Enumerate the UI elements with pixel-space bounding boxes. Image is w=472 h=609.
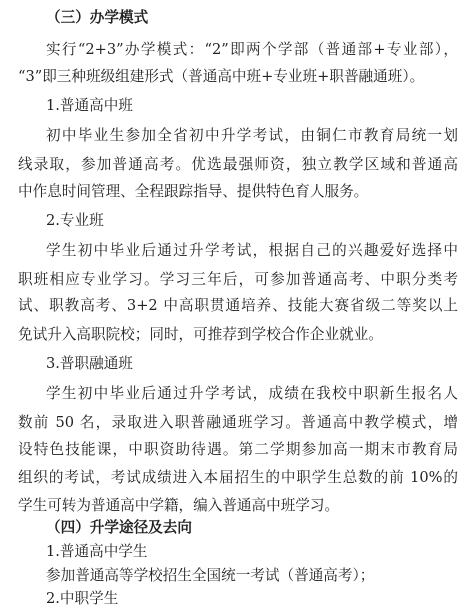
integrated-class-line-5: 学生可转为普通高中学籍，编入普通高中班学习。 xyxy=(18,497,340,514)
integrated-class-line-2: 数前 50 名，录取进入职普融通班学习。普通高中教学模式，增 xyxy=(18,414,458,431)
regular-class-line-1: 初中毕业生参加全省初中升学考试，由铜仁市教育局统一划 xyxy=(46,127,458,144)
section-heading-pathways: （四）升学途径及去向 xyxy=(46,519,192,536)
section-heading-education-mode: （三）办学模式 xyxy=(46,9,149,26)
integrated-class-line-4: 组织的考试，考试成绩进入本届招生的中职学生总数的前 10%的 xyxy=(18,469,458,486)
vocational-class-line-1: 学生初中毕业后通过升学考试，根据自己的兴趣爱好选择中 xyxy=(46,242,458,259)
subheading-regular-class: 1.普通高中班 xyxy=(46,97,133,114)
integrated-class-line-1: 学生初中毕业后通过升学考试，成绩在我校中职新生报名人 xyxy=(46,385,458,402)
vocational-class-line-2: 职班相应专业学习。学习三年后，可参加普通高考、中职分类考 xyxy=(18,271,458,288)
regular-class-line-2: 线录取，参加普通高考。优选最强师资，独立教学区域和普通高 xyxy=(18,156,458,173)
intro-line-1: 实行“2+3”办学模式：“2”即两个学部（普通部+专业部）， xyxy=(46,41,458,58)
subheading-vocational-students: 2.中职学生 xyxy=(46,590,119,607)
regular-students-line-1: 参加普通高等学校招生全国统一考试（普通高考）； xyxy=(46,567,375,584)
intro-line-2: “3”即三种班级组建形式（普通高中班+专业班+职普融通班）。 xyxy=(18,68,425,85)
subheading-vocational-class: 2.专业班 xyxy=(46,212,104,229)
vocational-class-line-3: 试、职教高考、3+2 中高职贯通培养、技能大赛省级二等奖以上 xyxy=(18,297,458,314)
vocational-class-line-4: 免试升入高职院校；同时，可推荐到学校合作企业就业。 xyxy=(18,326,383,343)
regular-class-line-3: 中作息时间管理、全程跟踪指导、提供特色育人服务。 xyxy=(18,183,369,200)
integrated-class-line-3: 设特色技能课，中职资助待遇。第二学期参加高一期末市教育局 xyxy=(18,441,458,458)
subheading-integrated-class: 3.普职融通班 xyxy=(46,355,133,372)
subheading-regular-students: 1.普通高中学生 xyxy=(46,543,148,560)
